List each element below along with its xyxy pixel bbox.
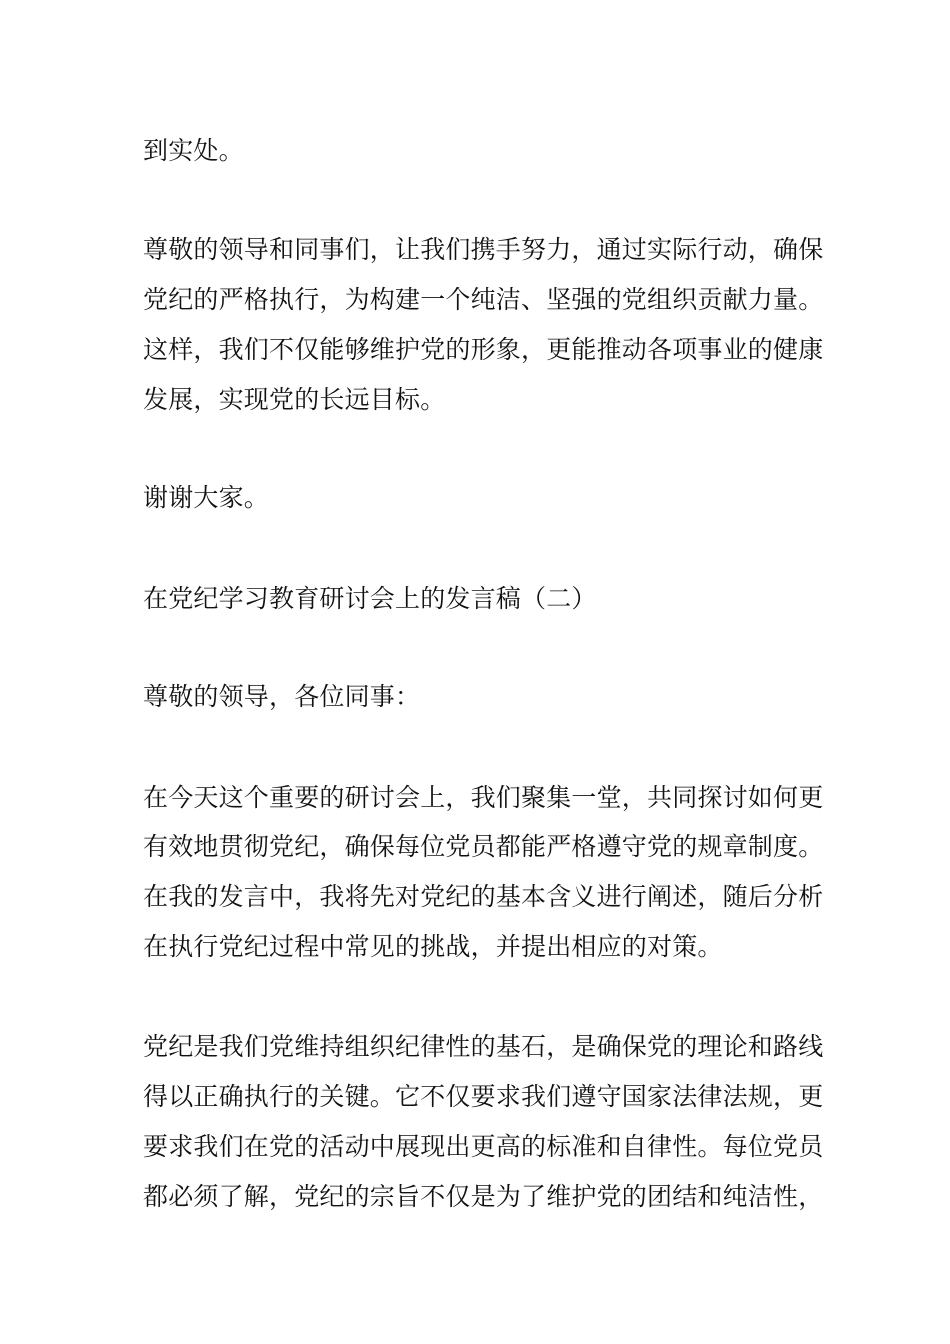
- body-paragraph-line-3: 要求我们在党的活动中展现出更高的标准和自律性。每位党员: [143, 1132, 824, 1161]
- intro-paragraph-line-4: 在执行党纪过程中常见的挑战，并提出相应的对策。: [143, 932, 723, 961]
- paragraph-continuation-line: 到实处。: [143, 136, 244, 165]
- intro-paragraph-line-1: 在今天这个重要的研讨会上，我们聚集一堂，共同探讨如何更: [143, 783, 824, 812]
- section-title: 在党纪学习教育研讨会上的发言稿（二）: [143, 584, 597, 613]
- intro-paragraph-line-2: 有效地贯彻党纪，确保每位党员都能严格遵守党的规章制度。: [143, 832, 824, 861]
- body-paragraph-line-1: 党纪是我们党维持组织纪律性的基石，是确保党的理论和路线: [143, 1032, 824, 1061]
- intro-paragraph-line-3: 在我的发言中，我将先对党纪的基本含义进行阐述，随后分析: [143, 882, 824, 911]
- body-paragraph-line-4: 都必须了解，党纪的宗旨不仅是为了维护党的团结和纯洁性，: [143, 1182, 824, 1211]
- thanks-line: 谢谢大家。: [143, 483, 270, 512]
- closing-paragraph-line-2: 党纪的严格执行，为构建一个纯洁、坚强的党组织贡献力量。: [143, 285, 824, 314]
- salutation-line: 尊敬的领导，各位同事：: [143, 682, 421, 711]
- closing-paragraph-line-1: 尊敬的领导和同事们，让我们携手努力，通过实际行动，确保: [143, 235, 824, 264]
- closing-paragraph-line-4: 发展，实现党的长远目标。: [143, 385, 446, 414]
- closing-paragraph-line-3: 这样，我们不仅能够维护党的形象，更能推动各项事业的健康: [143, 335, 824, 364]
- body-paragraph-line-2: 得以正确执行的关键。它不仅要求我们遵守国家法律法规，更: [143, 1082, 824, 1111]
